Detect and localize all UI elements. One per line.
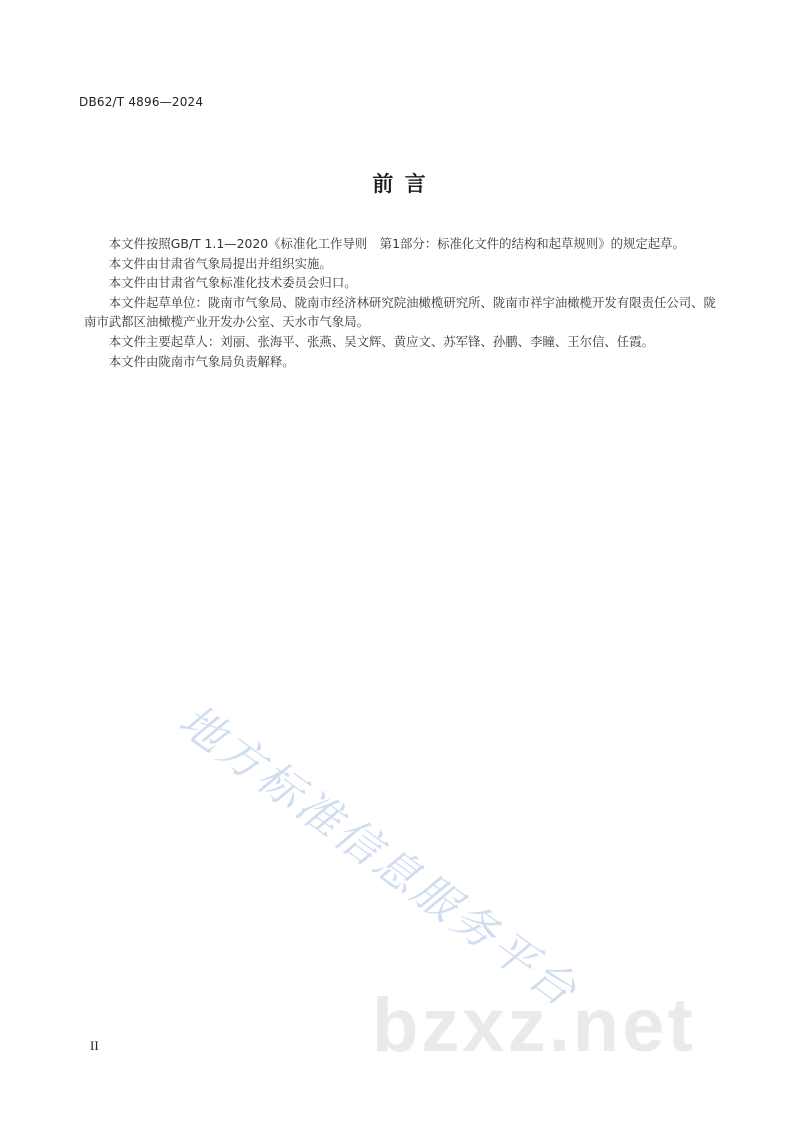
site-watermark: bzxz.net [372,983,696,1068]
page-number: II [90,1038,99,1053]
paragraph-interpretation: 本文件由陇南市气象局负责解释。 [108,353,295,369]
foreword-body [84,234,720,371]
platform-watermark: 地方标准信息服务平台 [169,694,588,1019]
paragraph-proposer: 本文件由甘肃省气象局提出并组织实施。 [108,255,332,271]
paragraph-centralized-by: 本文件由甘肃省气象标准化技术委员会归口。 [108,275,357,291]
paragraph-drafting-rules: 本文件按照GB/T 1.1—2020《标准化工作导则 第1部分：标准化文件的结构和起草规则》的规定起草。 [108,236,685,251]
page-title: 前 言 [372,172,428,196]
paragraph-drafting-units: 本文件起草单位：陇南市气象局、陇南市经济林研究院油橄榄研究所、陇南市祥宇油橄榄开发有限责任公司、陇南市武都区油橄榄产业开发办公室、天水市气象局。 [84,294,716,330]
document-code: DB62/T 4896—2024 [79,95,204,109]
paragraph-drafters: 本文件主要起草人：刘丽、张海平、张燕、吴文辉、黄应文、苏军锋、孙鹏、李瞳、王尔信、任霞。 [108,333,654,349]
